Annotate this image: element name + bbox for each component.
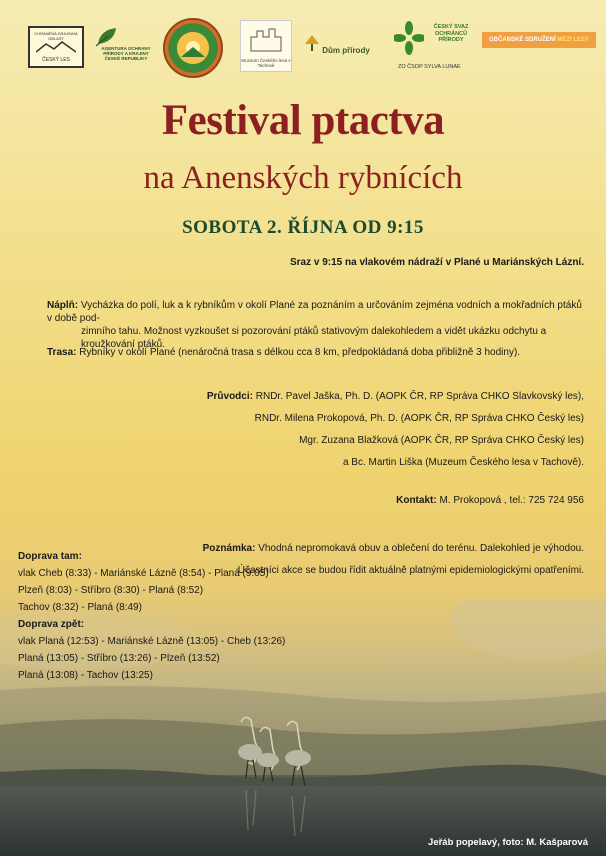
tree-icon xyxy=(304,34,320,52)
guide-1: RNDr. Pavel Jaška, Ph. D. (AOPK ČR, RP Správa CHKO Slavkovský les), xyxy=(255,391,584,402)
meeting-point: Sraz v 9:15 na vlakovém nádraží v Plané u Mariánských Lázní. xyxy=(289,257,584,268)
event-date: SOBOTA 2. ŘÍJNA OD 9:15 xyxy=(182,217,424,238)
csop-logo xyxy=(390,20,480,74)
dum-prirody-logo xyxy=(304,30,374,60)
guide-4: a Bc. Martin Liška (Muzeum Českého lesa v Tachově). xyxy=(342,457,584,468)
castle-icon xyxy=(249,25,283,53)
leaf-icon xyxy=(94,26,122,48)
transport-back-line: Planá (13:05) - Stříbro (13:26) - Plzeň (13:52) xyxy=(18,653,220,664)
contact-section xyxy=(396,494,584,507)
photo-caption: Jeřáb popelavý, foto: M. Kašparová xyxy=(428,837,588,848)
transport-there-line: vlak Cheb (8:33) - Mariánské Lázně (8:54) - Planá (9:05) xyxy=(18,568,269,579)
guide-3: Mgr. Zuzana Blažková (AOPK ČR, RP Správa CHKO Český les) xyxy=(299,435,584,446)
csop-logo-text: ČESKÝ SVAZ OCHRÁNCŮ PŘÍRODY xyxy=(433,24,469,43)
route-section xyxy=(47,346,520,359)
note-line-1: Vhodná nepromokavá obuv a oblečení do terénu. Dalekohled je výhodou. xyxy=(258,543,584,554)
content-label: Náplň: xyxy=(47,300,79,311)
cesky-les-logo-top-text: CHRÁNĚNÁ KRAJINNÁ OBLAST xyxy=(34,31,78,41)
mountain-icon xyxy=(36,40,76,54)
content-section xyxy=(47,299,587,351)
content-line-2: zimního tahu. Možnost vyzkoušet si pozorování ptáků stativovým dalekohledem a vidět ukázku odchytu a kroužkování ptáků. xyxy=(81,326,547,350)
contact-label: Kontakt: xyxy=(396,495,437,506)
contact-text: M. Prokopová , tel.: 725 724 956 xyxy=(439,495,584,506)
mezi-lesy-name: MEZI LESY xyxy=(557,37,589,43)
dum-prirody-logo-text: Dům přírody xyxy=(322,45,370,55)
guide-2: RNDr. Milena Prokopová, Ph. D. (AOPK ČR, RP Správa CHKO Český les) xyxy=(254,413,584,424)
content-line-1: Vycházka do polí, luk a k rybníkům v okolí Plané za poznáním a určováním zejména vodních a mokřadních ptáků v době pod- xyxy=(47,300,582,324)
aopk-logo xyxy=(92,26,154,70)
route-text: Rybníky v okolí Plané (nenáročná trasa s délkou cca 8 km, předpokládaná doba přibližně 3 hodiny). xyxy=(79,347,521,358)
cesky-les-logo-text: ČESKÝ LES xyxy=(42,57,70,63)
route-label: Trasa: xyxy=(47,347,77,358)
mezi-lesy-prefix: OBČANSKÉ SDRUŽENÍ xyxy=(488,37,556,43)
guides-label: Průvodci: xyxy=(206,391,253,402)
csop-org-text: ZO ČSOP SYLVA LUNAE xyxy=(398,64,461,70)
transport-there-label: Doprava tam: xyxy=(18,551,82,562)
muzeum-logo xyxy=(240,20,292,72)
guides-section xyxy=(207,386,584,474)
sun-icon xyxy=(178,33,208,63)
transport-back-line: vlak Planá (12:53) - Mariánské Lázně (13:05) - Cheb (13:26) xyxy=(18,636,286,647)
flower-icon xyxy=(394,20,424,56)
mezi-lesy-logo xyxy=(482,32,596,48)
event-subtitle: na Anenských rybnících xyxy=(143,160,463,196)
transport-back-label: Doprava zpět: xyxy=(18,619,85,630)
transport-there-line: Tachov (8:32) - Planá (8:49) xyxy=(18,602,142,613)
transport-section xyxy=(18,548,285,684)
transport-back-line: Planá (13:08) - Tachov (13:25) xyxy=(18,670,153,681)
aopk-logo-text: AGENTURA OCHRANY PŘÍRODY A KRAJINY ČESKÉ REPUBLIKY xyxy=(101,46,151,61)
cesky-les-logo xyxy=(28,26,84,68)
note-line-2: Účastníci akce se budou řídit aktuálně platnými epidemiologickými opatřeními. xyxy=(237,565,584,576)
note-label: Poznámka: xyxy=(202,543,256,554)
transport-there-line: Plzeň (8:03) - Stříbro (8:30) - Planá (8:52) xyxy=(18,585,204,596)
partner-logos xyxy=(28,18,596,74)
event-title: Festival ptactva xyxy=(161,97,445,144)
muzeum-logo-text: Muzeum Českého lesa v Tachově xyxy=(241,58,291,68)
round-emblem-logo xyxy=(163,18,223,78)
